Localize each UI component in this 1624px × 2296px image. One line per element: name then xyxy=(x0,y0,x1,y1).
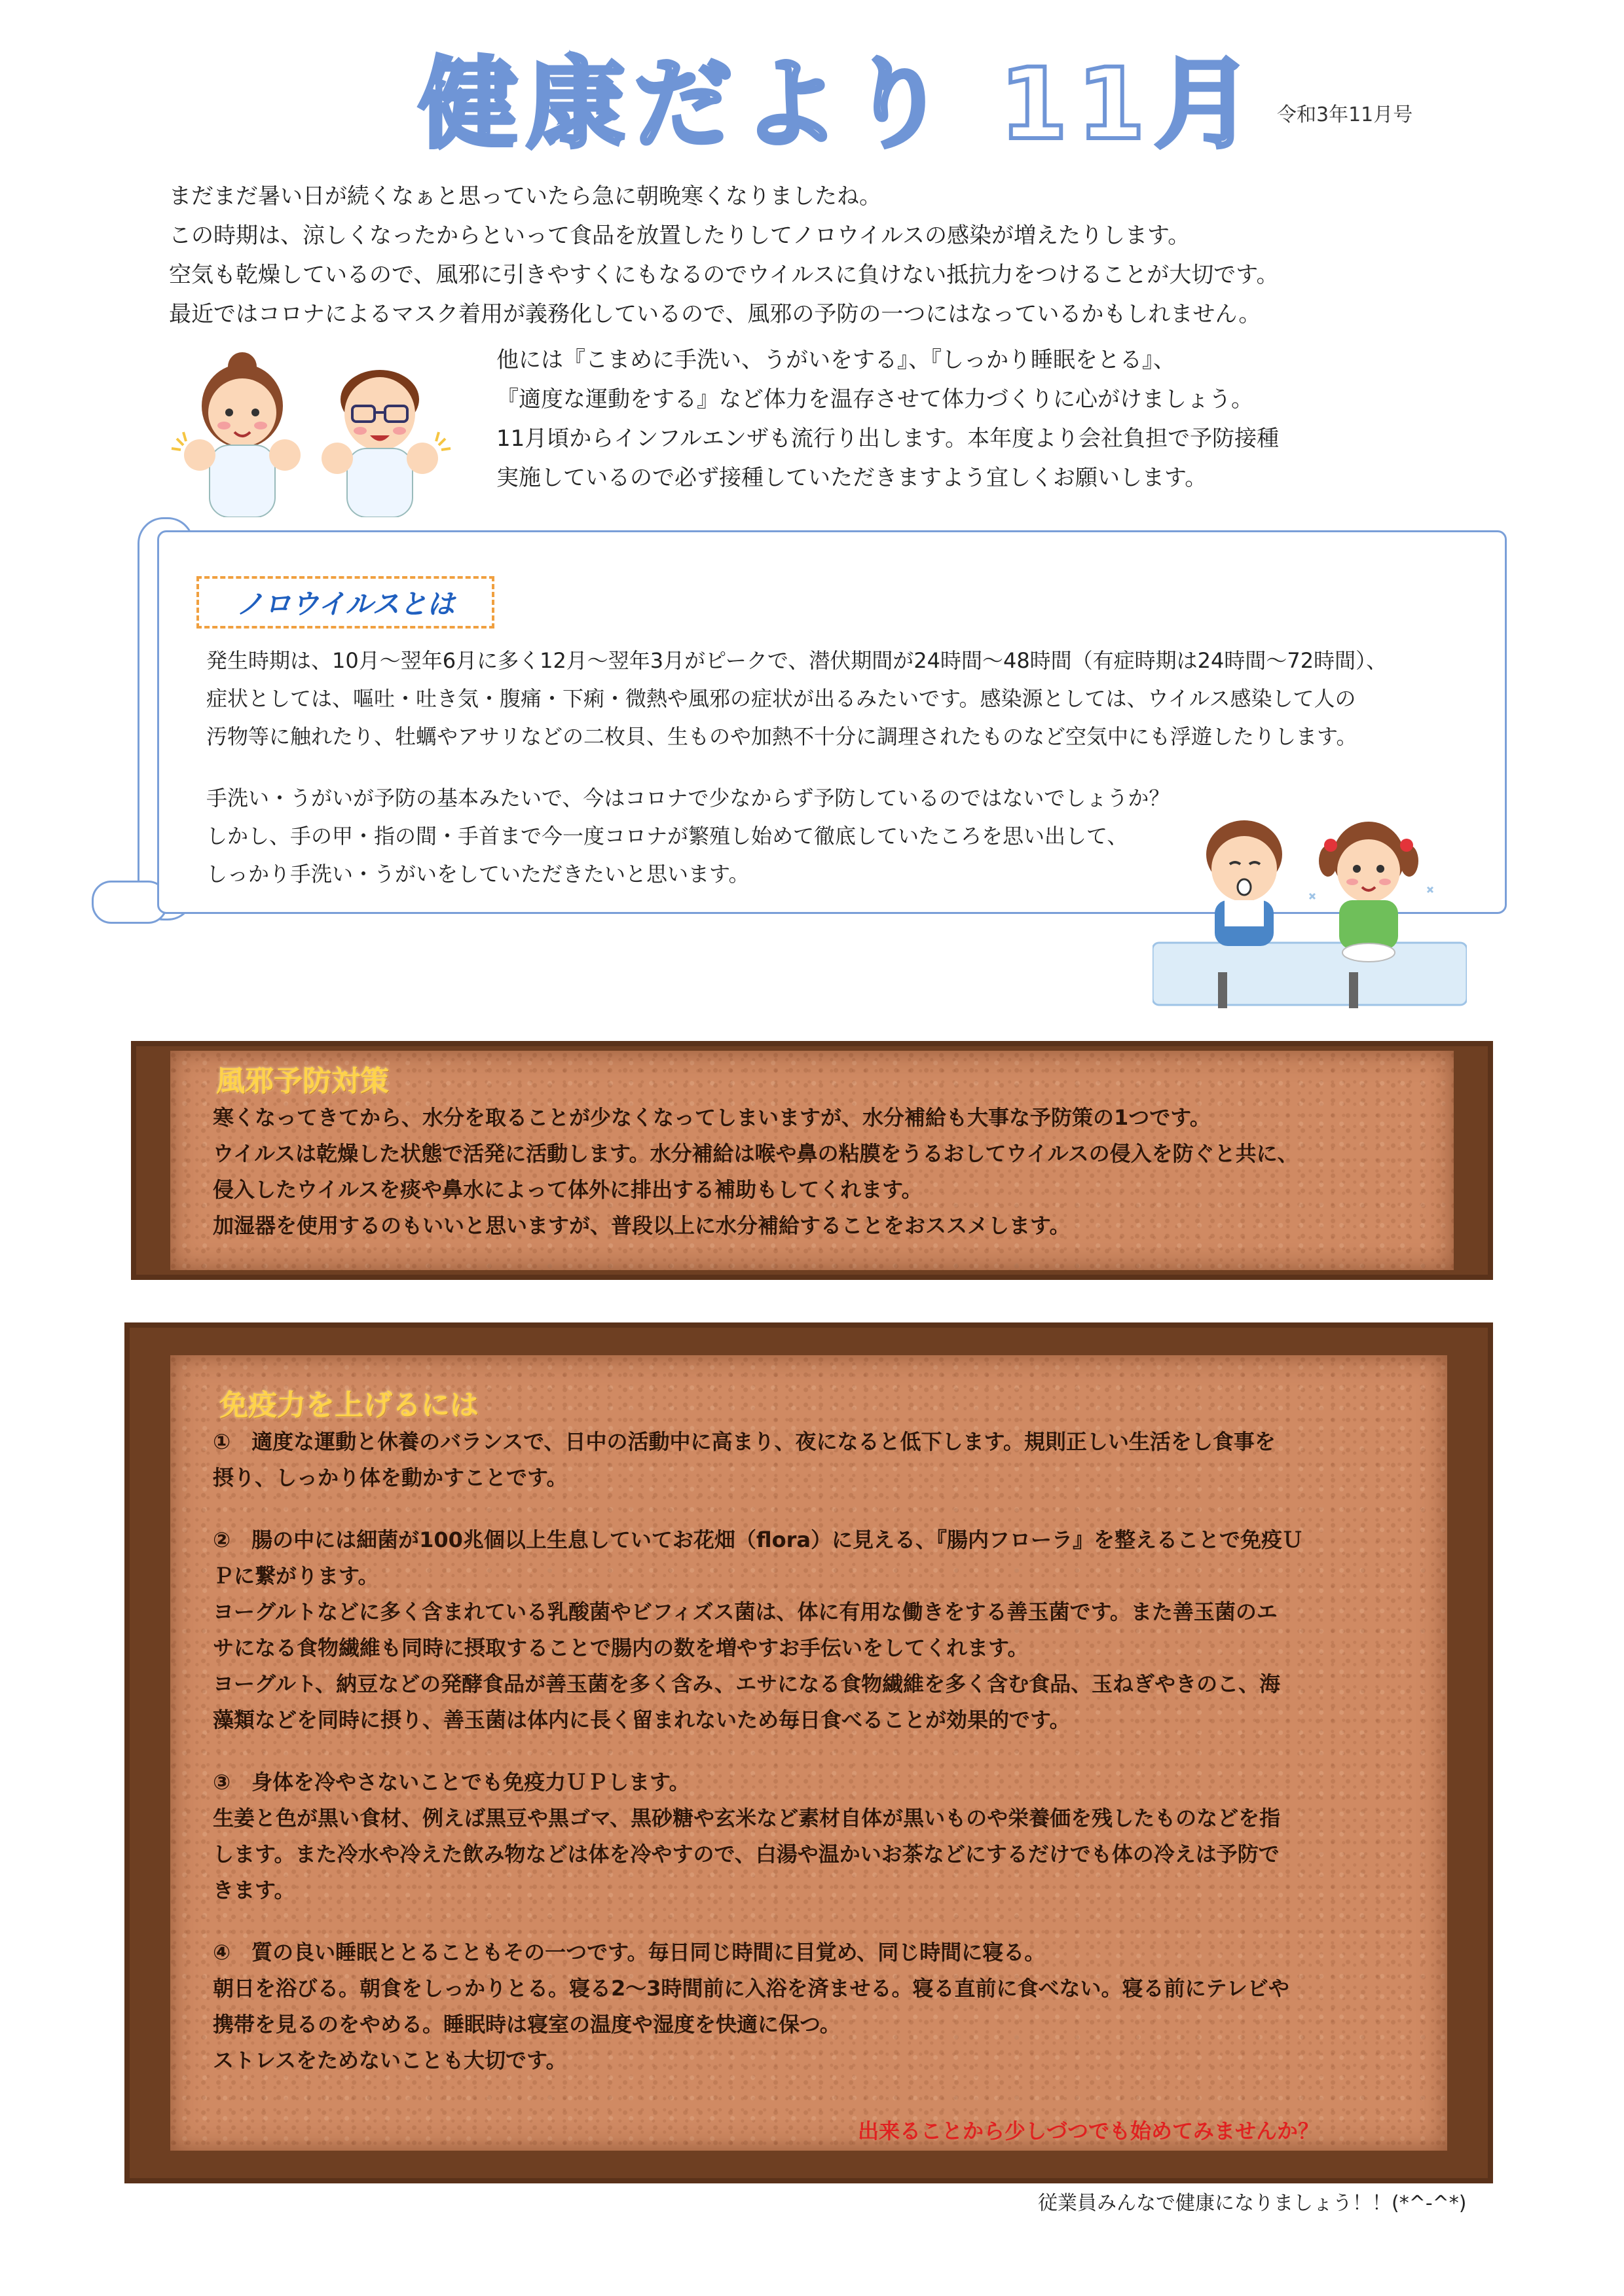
immunity-line: ② 腸の中には細菌が100兆個以上生息していてお花畑（flora）に見える、『腸内フローラ』を整えることで免疫Ｕ xyxy=(213,1527,1303,1552)
intro-line: 最近ではコロナによるマスク着用が義務化しているので、風邪の予防の一つにはなっているかもしれません。 xyxy=(169,301,1261,327)
cold-prevention-line: 加湿器を使用するのもいいと思いますが、普段以上に水分補給することをおススメします。 xyxy=(213,1213,1071,1238)
cold-prevention-line: 侵入したウイルスを痰や鼻水によって体外に排出する補助もしてくれます。 xyxy=(213,1177,923,1202)
norovirus-line: 手洗い・うがいが予防の基本みたいで、今はコロナで少なからず予防しているのではないでしょうか？ xyxy=(206,786,1170,811)
cold-prevention-line: 寒くなってきてから、水分を取ることが少なくなってしまいますが、水分補給も大事な予防策の1つです。 xyxy=(213,1105,1211,1130)
intro-line: まだまだ暑い日が続くなぁと思っていたら急に朝晩寒くなりましたね。 xyxy=(169,183,881,210)
immunity-closing: 出来ることから少しづつでも始めてみませんか？ xyxy=(858,2119,1320,2143)
norovirus-line: 症状としては、嘔吐・吐き気・腹痛・下痢・微熱や風邪の症状が出るみたいです。感染源としては、ウイルス感染して人の xyxy=(206,686,1356,711)
immunity-line: 摂り、しっかり体を動かすことです。 xyxy=(213,1465,568,1490)
immunity-line: 藻類などを同時に摂り、善玉菌は体内に長く留まれないため毎日食べることが効果的です。 xyxy=(213,1707,1071,1732)
handwashing-illustration xyxy=(1153,795,1467,1011)
issue-date: 令和3年11月号 xyxy=(1277,103,1413,126)
immunity-line: 朝日を浴びる。朝食をしっかりとる。寝る2～3時間前に入浴を済ませる。寝る直前に食べない。寝る前にテレビや xyxy=(213,1976,1289,2001)
immunity-line: します。また冷水や冷えた飲み物などは体を冷やすので、白湯や温かいお茶などにするだけでも体の冷えは予防で xyxy=(213,1842,1280,1867)
immunity-line: ③ 身体を冷やさないことでも免疫力ＵＰします。 xyxy=(213,1770,690,1795)
intro-line: 空気も乾燥しているので、風邪に引きやすくにもなるのでウイルスに負けない抵抗力をつけることが大切です。 xyxy=(169,262,1279,288)
norovirus-line: しっかり手洗い・うがいをしていただきたいと思います。 xyxy=(206,862,750,886)
immunity-line: サになる食物繊維も同時に摂取することで腸内の数を増やすお手伝いをしてくれます。 xyxy=(213,1635,1029,1660)
immunity-title: 免疫力を上げるには xyxy=(219,1389,479,1422)
staff-illustration xyxy=(164,340,465,517)
immunity-line: 携帯を見るのをやめる。睡眠時は寝室の温度や湿度を快適に保つ。 xyxy=(213,2012,841,2037)
immunity-line: ① 適度な運動と休養のバランスで、日中の活動中に高まり、夜になると低下します。規則正しい生活をし食事を xyxy=(213,1429,1276,1454)
norovirus-line: 汚物等に触れたり、牡蠣やアサリなどの二枚貝、生ものや加熱不十分に調理されたものなど空気中にも浮遊したりします。 xyxy=(206,724,1357,749)
cold-prevention-title: 風邪予防対策 xyxy=(216,1065,389,1098)
norovirus-title: ノロウイルスとは xyxy=(196,576,494,629)
intro-sub-line: 11月頃からインフルエンザも流行り出します。本年度より会社負担で予防接種 xyxy=(496,426,1280,452)
immunity-line: ④ 質の良い睡眠ととることもその一つです。毎日同じ時間に目覚め、同じ時間に寝る。 xyxy=(213,1940,1046,1965)
immunity-line: ヨーグルトなどに多く含まれている乳酸菌やビフィズス菌は、体に有用な働きをする善玉菌です。また善玉菌のエ xyxy=(213,1599,1278,1624)
nurse-illustration xyxy=(172,352,301,517)
doctor-illustration xyxy=(322,370,451,517)
immunity-line: ストレスをためないことも大切です。 xyxy=(213,2048,567,2073)
intro-sub-line: 実施しているので必ず接種していただきますよう宜しくお願いします。 xyxy=(496,465,1208,491)
scroll-bottom-curl xyxy=(92,881,168,924)
immunity-line: 生姜と色が黒い食材、例えば黒豆や黒ゴマ、黒砂糖や玄米など素材自体が黒いものや栄養価を残したものなどを指 xyxy=(213,1806,1281,1831)
norovirus-line: 発生時期は、10月～翌年6月に多く12月～翌年3月がピークで、潜伏期間が24時間～48時間（有症時期は24時間～72時間）、 xyxy=(206,648,1388,673)
page-title: 健康だより 11月 xyxy=(419,48,1262,162)
intro-line: この時期は、涼しくなったからといって食品を放置したりしてノロウイルスの感染が増えたりします。 xyxy=(169,223,1190,249)
intro-sub-line: 他には『こまめに手洗い、うがいをする』、『しっかり睡眠をとる』、 xyxy=(496,347,1175,373)
immunity-line: ヨーグルト、納豆などの発酵食品が善玉菌を多く含み、エサになる食物繊維を多く含む食品、玉ねぎやきのこ、海 xyxy=(213,1671,1281,1696)
footer-message: 従業員みんなで健康になりましょう！！(*^-^*) xyxy=(1038,2192,1467,2215)
immunity-line: Ｐに繋がります。 xyxy=(213,1563,379,1588)
immunity-line: きます。 xyxy=(213,1878,295,1903)
norovirus-line: しかし、手の甲・指の間・手首まで今一度コロナが繁殖し始めて徹底していたころを思い出して、 xyxy=(206,824,1128,848)
intro-sub-line: 『適度な運動をする』など体力を温存させて体力づくりに心がけましょう。 xyxy=(496,386,1253,412)
cold-prevention-line: ウイルスは乾燥した状態で活発に活動します。水分補給は喉や鼻の粘膜をうるおしてウイルスの侵入を防ぐと共に、 xyxy=(213,1141,1299,1166)
children-handwashing-illustration xyxy=(1153,795,1467,1011)
